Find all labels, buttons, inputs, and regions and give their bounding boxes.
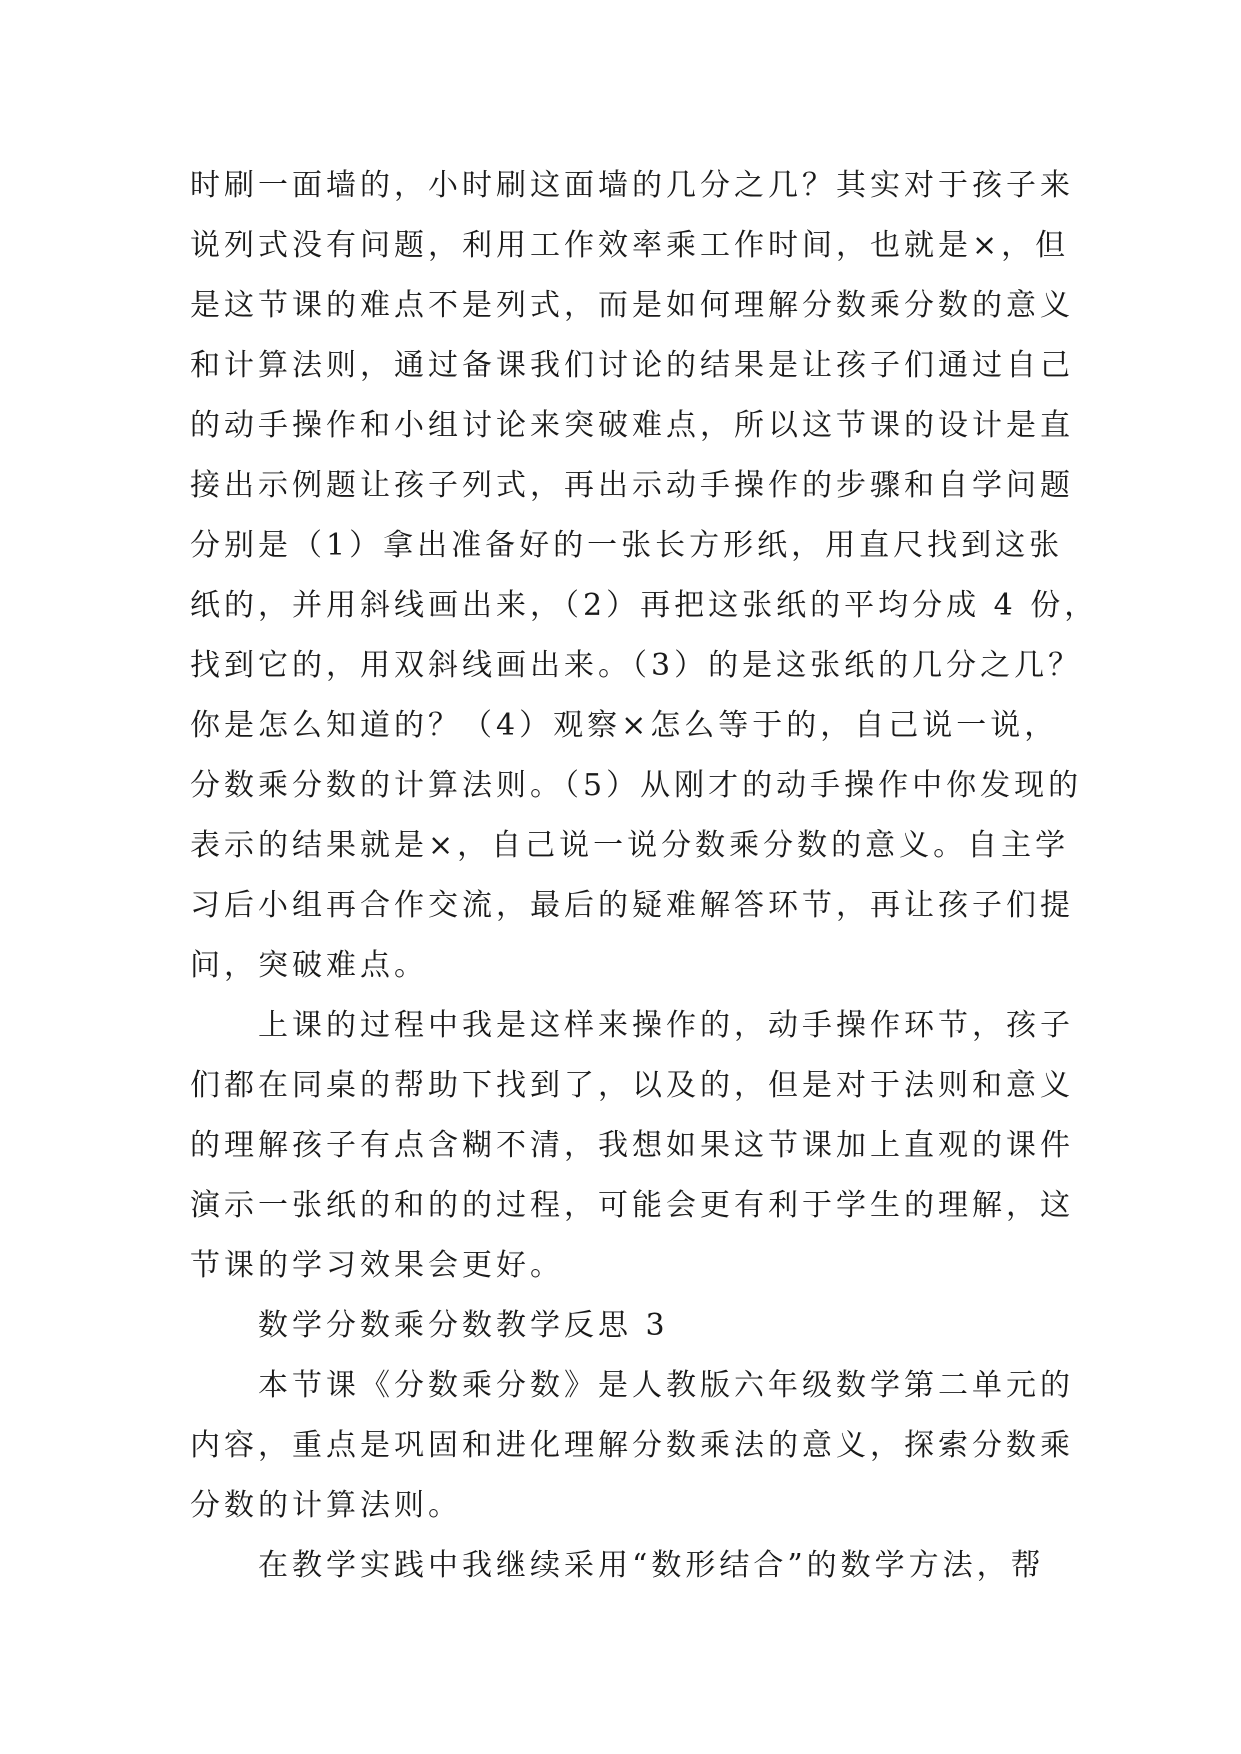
text-line: 分数的计算法则。: [190, 1488, 462, 1523]
text-line: 分别是（1）拿出准备好的一张长方形纸，用直尺找到这张: [190, 528, 1064, 563]
text-line: 的理解孩子有点含糊不清，我想如果这节课加上直观的课件: [190, 1128, 1074, 1163]
text-line: 习后小组再合作交流，最后的疑难解答环节，再让孩子们提: [190, 888, 1074, 923]
text-line: 分数乘分数的计算法则。（5）从刚才的动手操作中你发现的: [190, 768, 1083, 803]
text-line: 问，突破难点。: [190, 948, 428, 983]
text-line: 时刷一面墙的，小时刷这面墙的几分之几？其实对于孩子来: [190, 168, 1074, 203]
document-body: [190, 156, 1099, 1596]
text-line: 的动手操作和小组讨论来突破难点，所以这节课的设计是直: [190, 408, 1074, 443]
text-line: 是这节课的难点不是列式，而是如何理解分数乘分数的意义: [190, 288, 1074, 323]
text-line: 节课的学习效果会更好。: [190, 1248, 564, 1283]
text-line: 演示一张纸的和的的过程，可能会更有利于学生的理解，这: [190, 1188, 1074, 1223]
text-line: 和计算法则，通过备课我们讨论的结果是让孩子们通过自己: [190, 348, 1074, 383]
text-line: 们都在同桌的帮助下找到了，以及的，但是对于法则和意义: [190, 1068, 1074, 1103]
paragraph-start-line: 上课的过程中我是这样来操作的，动手操作环节，孩子: [258, 1008, 1074, 1043]
text-line: 内容，重点是巩固和进化理解分数乘法的意义，探索分数乘: [190, 1428, 1074, 1463]
text-line: 接出示例题让孩子列式，再出示动手操作的步骤和自学问题: [190, 468, 1074, 503]
section-heading: 数学分数乘分数教学反思 3: [258, 1308, 669, 1343]
text-line: 找到它的，用双斜线画出来。（3）的是这张纸的几分之几？: [190, 648, 1083, 683]
paragraph-start-line: 本节课《分数乘分数》是人教版六年级数学第二单元的: [258, 1368, 1074, 1403]
text-line: 纸的，并用斜线画出来，（2）再把这张纸的平均分成 4 份，: [190, 588, 1099, 623]
text-line: 说列式没有问题，利用工作效率乘工作时间，也就是×，但: [190, 228, 1070, 263]
text-line: 表示的结果就是×，自己说一说分数乘分数的意义。自主学: [190, 828, 1070, 863]
paragraph-start-line: 在教学实践中我继续采用“数形结合”的数学方法，帮: [258, 1548, 1045, 1583]
text-line: 你是怎么知道的？（4）观察×怎么等于的，自己说一说，: [190, 708, 1059, 743]
